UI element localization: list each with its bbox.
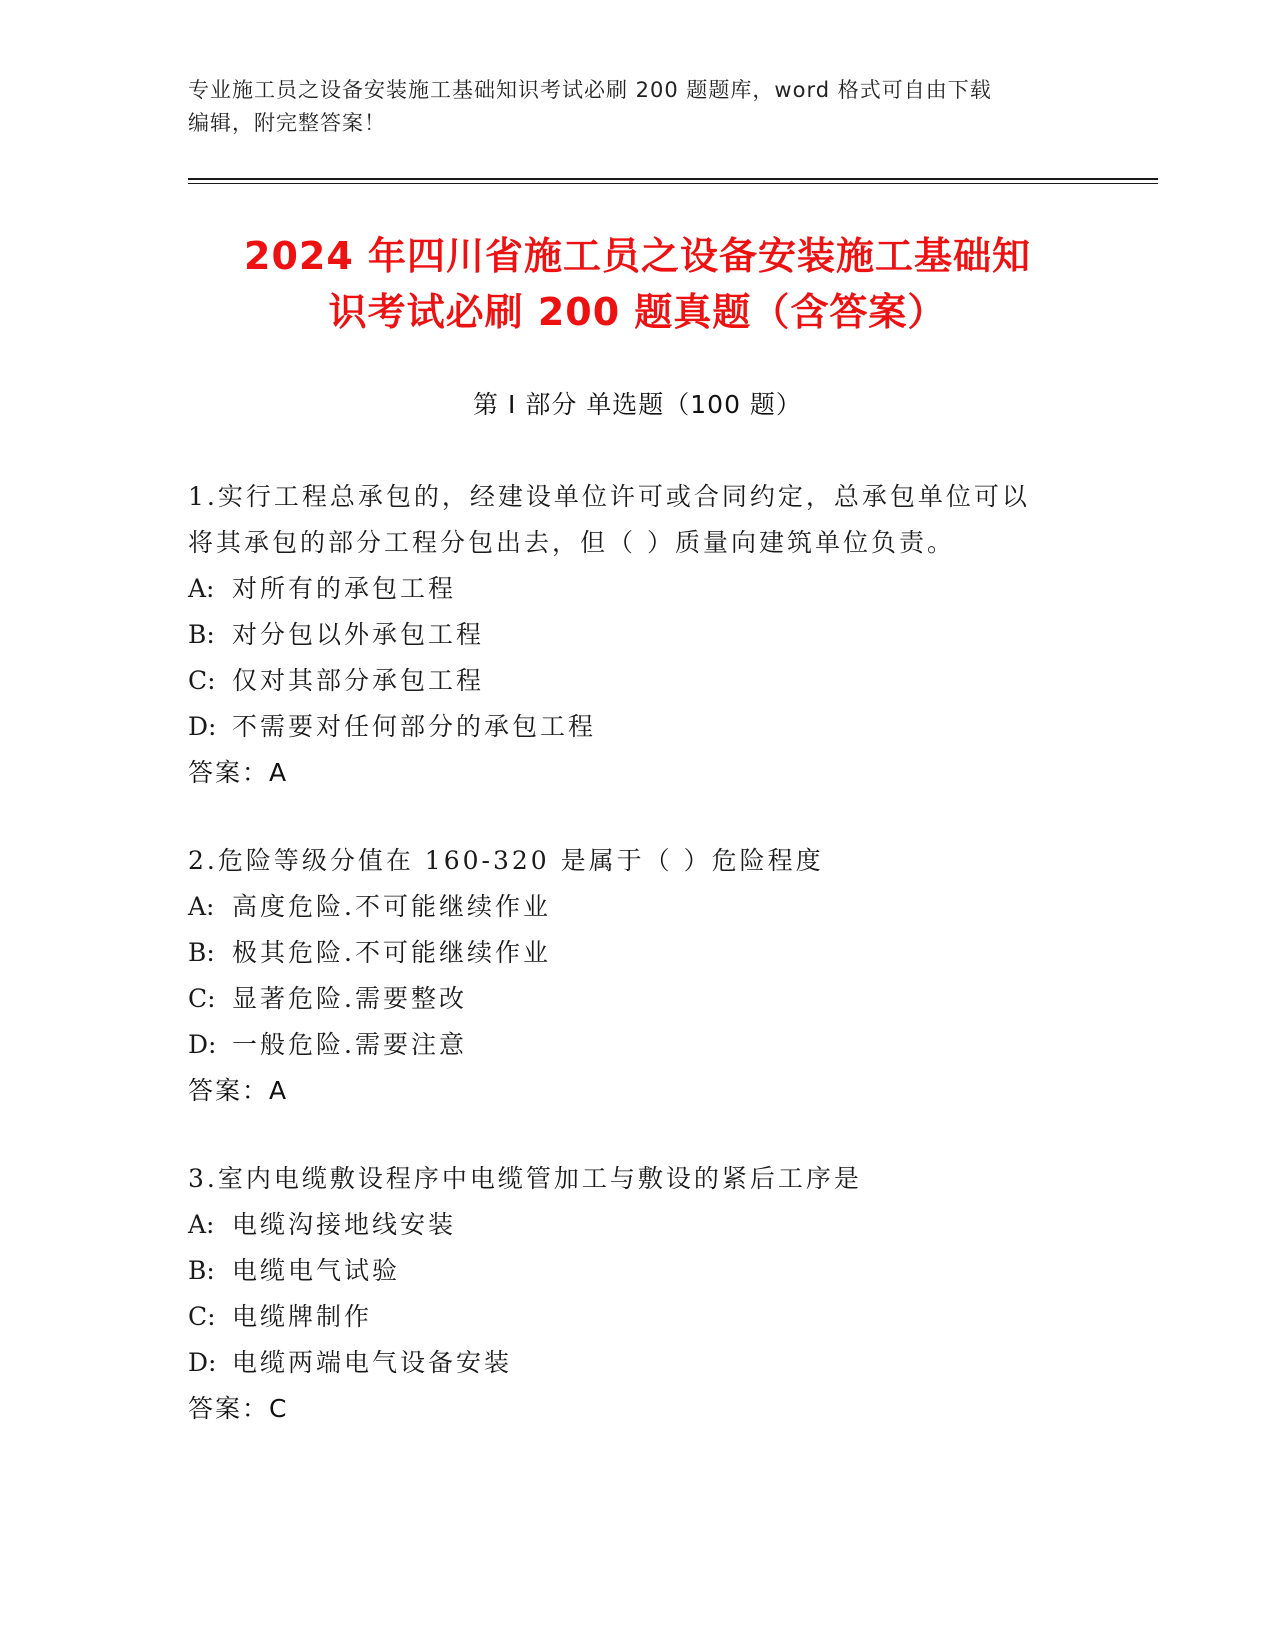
option-d <box>188 704 1068 750</box>
question-list <box>188 474 1068 1474</box>
option-a <box>188 1202 1068 1248</box>
header-note-line-1: 专业施工员之设备安装施工基础知识考试必刷 200 题题库，word 格式可自由下载 <box>188 78 992 102</box>
section-title: 第 I 部分 单选题（100 题） <box>473 390 802 419</box>
option-key: D: <box>188 1348 217 1377</box>
option-text: 显著危险.需要整改 <box>232 984 467 1013</box>
option-text: 一般危险.需要注意 <box>232 1030 467 1059</box>
header-rule-thick <box>188 178 1158 180</box>
answer-line: 答案：C <box>188 1394 289 1423</box>
question-stem-line-1: 1.实行工程总承包的，经建设单位许可或合同约定，总承包单位可以 <box>188 482 1030 511</box>
question-3 <box>188 1156 1068 1432</box>
option-text: 不需要对任何部分的承包工程 <box>232 712 597 741</box>
option-b <box>188 930 1068 976</box>
answer-line: 答案：A <box>188 758 289 787</box>
option-text: 对所有的承包工程 <box>232 574 457 603</box>
option-b <box>188 612 1068 658</box>
document-title-line-2: 识考试必刷 200 题真题（含答案） <box>328 290 947 334</box>
header-note <box>188 74 1088 140</box>
question-2 <box>188 838 1068 1114</box>
option-key: C: <box>188 984 216 1013</box>
option-text: 电缆两端电气设备安装 <box>232 1348 513 1377</box>
option-text: 电缆电气试验 <box>232 1256 401 1285</box>
answer-line: 答案：A <box>188 1076 289 1105</box>
option-text: 电缆沟接地线安装 <box>232 1210 457 1239</box>
question-1 <box>188 474 1068 796</box>
document-title <box>150 228 1125 340</box>
option-c <box>188 976 1068 1022</box>
option-text: 对分包以外承包工程 <box>232 620 485 649</box>
option-c <box>188 658 1068 704</box>
option-key: A: <box>188 892 215 921</box>
option-a <box>188 566 1068 612</box>
option-key: C: <box>188 1302 216 1331</box>
option-b <box>188 1248 1068 1294</box>
option-d <box>188 1022 1068 1068</box>
option-c <box>188 1294 1068 1340</box>
option-text: 高度危险.不可能继续作业 <box>232 892 551 921</box>
option-key: A: <box>188 574 215 603</box>
option-key: B: <box>188 1256 215 1285</box>
option-text: 仅对其部分承包工程 <box>232 666 485 695</box>
option-key: B: <box>188 938 215 967</box>
option-key: A: <box>188 1210 215 1239</box>
header-note-line-2: 编辑，附完整答案！ <box>188 111 386 135</box>
option-a <box>188 884 1068 930</box>
question-stem-line-1: 2.危险等级分值在 160-320 是属于（ ）危险程度 <box>188 846 824 875</box>
option-key: C: <box>188 666 216 695</box>
option-key: D: <box>188 712 217 741</box>
header-rule-thin <box>188 183 1158 184</box>
option-key: D: <box>188 1030 217 1059</box>
question-stem-line-2: 将其承包的部分工程分包出去，但（ ）质量向建筑单位负责。 <box>188 528 955 557</box>
option-text: 电缆牌制作 <box>232 1302 373 1331</box>
document-title-line-1: 2024 年四川省施工员之设备安装施工基础知 <box>244 234 1031 278</box>
option-key: B: <box>188 620 215 649</box>
question-stem-line-1: 3.室内电缆敷设程序中电缆管加工与敷设的紧后工序是 <box>188 1164 862 1193</box>
option-text: 极其危险.不可能继续作业 <box>232 938 551 967</box>
option-d <box>188 1340 1068 1386</box>
